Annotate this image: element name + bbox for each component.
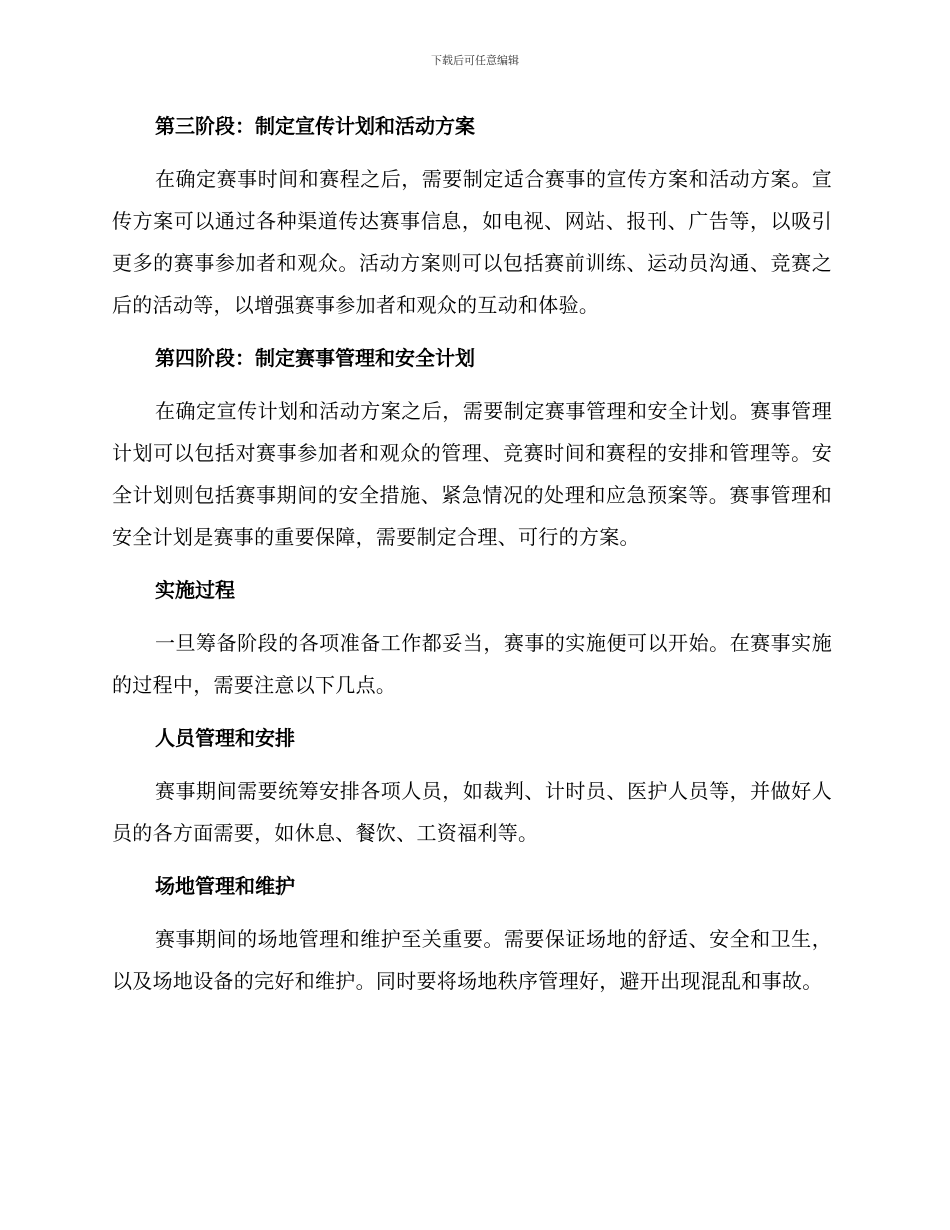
page-header-note: 下载后可任意编辑 xyxy=(431,54,519,67)
section-heading-stage-three: 第三阶段：制定宣传计划和活动方案 xyxy=(155,114,475,138)
section-paragraph-stage-three: 在确定赛事时间和赛程之后，需要制定适合赛事的宣传方案和活动方案。宣传方案可以通过各种渠道传达赛事信息，如电视、网站、报刊、广告等，以吸引更多的赛事参加者和观众。活动方案则可以包括赛前训练、运动员沟通、竞赛之后的活动等，以增强赛事参加者和观众的互动和体验。 xyxy=(112,167,832,317)
section-paragraph-implementation: 一旦筹备阶段的各项准备工作都妥当，赛事的实施便可以开始。在赛事实施的过程中，需要注意以下几点。 xyxy=(112,631,832,697)
section-heading-staff-management: 人员管理和安排 xyxy=(155,726,295,750)
section-paragraph-staff-management: 赛事期间需要统筹安排各项人员，如裁判、计时员、医护人员等，并做好人员的各方面需要，如休息、餐饮、工资福利等。 xyxy=(112,779,832,845)
section-paragraph-venue-management: 赛事期间的场地管理和维护至关重要。需要保证场地的舒适、安全和卫生，以及场地设备的完好和维护。同时要将场地秩序管理好，避开出现混乱和事故。 xyxy=(112,927,832,993)
section-paragraph-stage-four: 在确定宣传计划和活动方案之后，需要制定赛事管理和安全计划。赛事管理计划可以包括对赛事参加者和观众的管理、竞赛时间和赛程的安排和管理等。安全计划则包括赛事期间的安全措施、紧急情况的处理和应急预案等。赛事管理和安全计划是赛事的重要保障，需要制定合理、可行的方案。 xyxy=(112,399,832,549)
section-heading-stage-four: 第四阶段：制定赛事管理和安全计划 xyxy=(155,346,475,370)
section-heading-implementation: 实施过程 xyxy=(155,578,235,602)
section-heading-venue-management: 场地管理和维护 xyxy=(155,874,295,898)
document-body xyxy=(112,104,832,1012)
